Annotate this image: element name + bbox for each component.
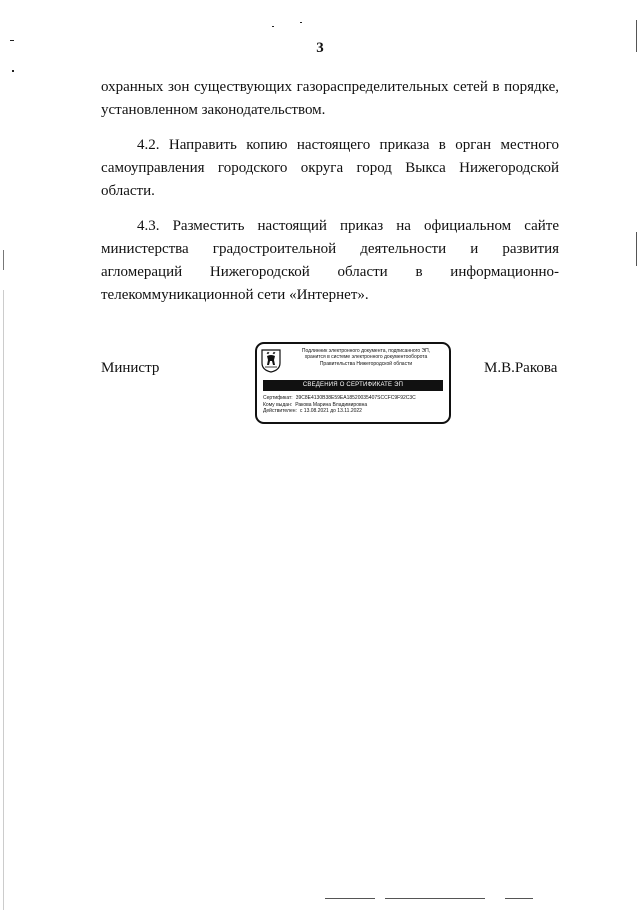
stamp-header-line: Правительства Нижегородской области xyxy=(319,360,413,367)
scan-artifact xyxy=(505,898,533,899)
scan-artifact xyxy=(3,250,4,270)
paragraph-4-3: 4.3. Разместить настоящий приказ на официальном сайте министерства градостроительной деятельности и развития агломераций Нижегородской области в информационно-телекоммуникационной сети «Интернет». xyxy=(101,218,559,303)
signer-name: М.В.Ракова xyxy=(484,360,558,376)
paragraph-continuation: охранных зон существующих газораспределительных сетей в порядке, установленном законодательством. xyxy=(101,79,559,118)
validity-value: с 13.08.2021 до 13.11.2022 xyxy=(299,408,362,415)
nizhny-novgorod-deer-emblem-icon xyxy=(261,349,281,373)
stamp-banner: СВЕДЕНИЯ О СЕРТИФИКАТЕ ЭП xyxy=(263,380,443,391)
stamp-header xyxy=(283,348,449,367)
page-number: 3 xyxy=(316,40,324,56)
scan-artifact xyxy=(272,26,274,27)
certificate-value: 39C8E4130B38E59EA18520035407SCCFC9F92C3C xyxy=(295,395,416,401)
stamp-details xyxy=(263,395,445,415)
stamp-header-line: хранится в системе электронного документооборота xyxy=(304,354,428,361)
certificate-label: Сертификат: xyxy=(263,395,293,401)
issued-to-value: Ракова Марина Владимировна xyxy=(295,401,368,408)
signer-title: Министр xyxy=(101,360,160,376)
validity-row xyxy=(263,408,445,415)
scan-artifact xyxy=(325,898,375,899)
issued-to-label: Кому выдан: xyxy=(263,401,293,408)
scan-artifact xyxy=(12,70,14,72)
certificate-row xyxy=(263,395,445,402)
scan-artifact xyxy=(300,22,302,23)
stamp-header-line: Подлинник электронного документа, подписанного ЭП, xyxy=(301,348,431,354)
scan-artifact xyxy=(636,232,637,266)
scan-artifact xyxy=(385,898,485,899)
electronic-signature-stamp xyxy=(255,342,451,424)
document-body xyxy=(101,76,559,307)
paragraph-4-2: 4.2. Направить копию настоящего приказа в орган местного самоуправления городского округа город Выкса Нижегородской области. xyxy=(101,137,559,199)
signature-block xyxy=(0,340,640,430)
validity-label: Действителен: xyxy=(263,408,297,415)
